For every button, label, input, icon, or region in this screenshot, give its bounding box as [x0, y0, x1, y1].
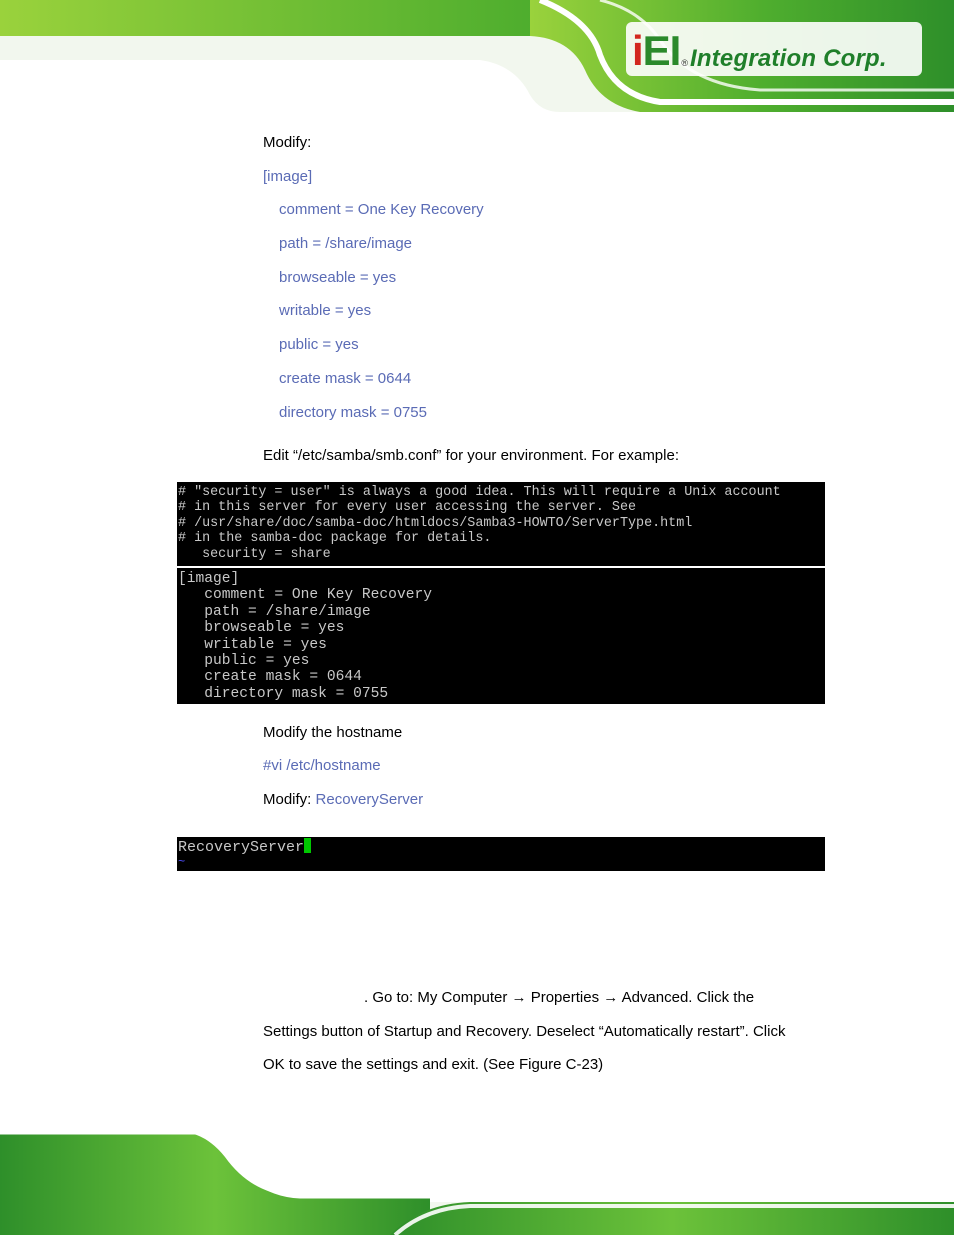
terminal-line: # /usr/share/doc/samba-doc/htmldocs/Samba3-HOWTO/ServerType.html [178, 515, 693, 531]
hostname-modify-label: Modify: [263, 791, 312, 808]
paragraph-line-2: Settings button of Startup and Recovery. Deselect “Automatically restart”. Click [263, 1023, 786, 1040]
paragraph-line-1: . Go to: My Computer → Properties → Advanced. Click the [364, 989, 755, 1006]
logo-mark: iEI [632, 27, 681, 74]
hostname-value: RecoveryServer [315, 791, 424, 808]
config-path: path = /share/image [279, 235, 413, 252]
config-public: public = yes [279, 336, 359, 353]
vi-tilde: ~ [178, 855, 186, 869]
terminal-line: # "security = user" is always a good idea. This will require a Unix account [178, 485, 781, 500]
config-section-header: [image] [263, 168, 313, 185]
logo-text: Integration Corp. [690, 45, 887, 72]
paragraph-line-3: OK to save the settings and exit. (See Figure C-23) [263, 1056, 604, 1073]
terminal-line: security = share [178, 546, 331, 562]
terminal-line: [image] [178, 571, 240, 587]
terminal-hostname-text: RecoveryServer [178, 839, 305, 856]
terminal-hostname [177, 837, 825, 871]
hostname-command: #vi /etc/hostname [263, 757, 381, 774]
config-browseable: browseable = yes [279, 269, 397, 286]
terminal-line: writable = yes [178, 636, 327, 653]
footer-banner [0, 1132, 954, 1235]
terminal-line: # in the samba-doc package for details. [178, 531, 492, 547]
edit-instruction: Edit “/etc/samba/smb.conf” for your environment. For example: [263, 447, 679, 464]
terminal-line: public = yes [178, 653, 310, 669]
terminal-line: comment = One Key Recovery [178, 587, 432, 604]
cursor-block [304, 838, 311, 853]
modify-label: Modify: [263, 134, 312, 151]
terminal-line [178, 838, 311, 857]
terminal-security-comment [177, 482, 825, 566]
footer-graphic [0, 1132, 954, 1235]
registered-mark: ® [681, 58, 688, 68]
config-comment: comment = One Key Recovery [279, 201, 484, 218]
hostname-modify-line [263, 791, 423, 809]
terminal-line: directory mask = 0755 [178, 685, 389, 702]
terminal-line: create mask = 0644 [178, 669, 362, 686]
terminal-line: browseable = yes [178, 620, 345, 637]
config-writable: writable = yes [279, 302, 372, 319]
hostname-heading: Modify the hostname [263, 724, 403, 741]
config-create-mask: create mask = 0644 [279, 370, 412, 387]
header-banner [0, 0, 954, 112]
terminal-line: path = /share/image [178, 603, 371, 620]
terminal-image-share [177, 568, 825, 704]
terminal-line: # in this server for every user accessing the server. See [178, 500, 637, 516]
config-directory-mask: directory mask = 0755 [279, 404, 427, 421]
company-logo [632, 28, 887, 72]
